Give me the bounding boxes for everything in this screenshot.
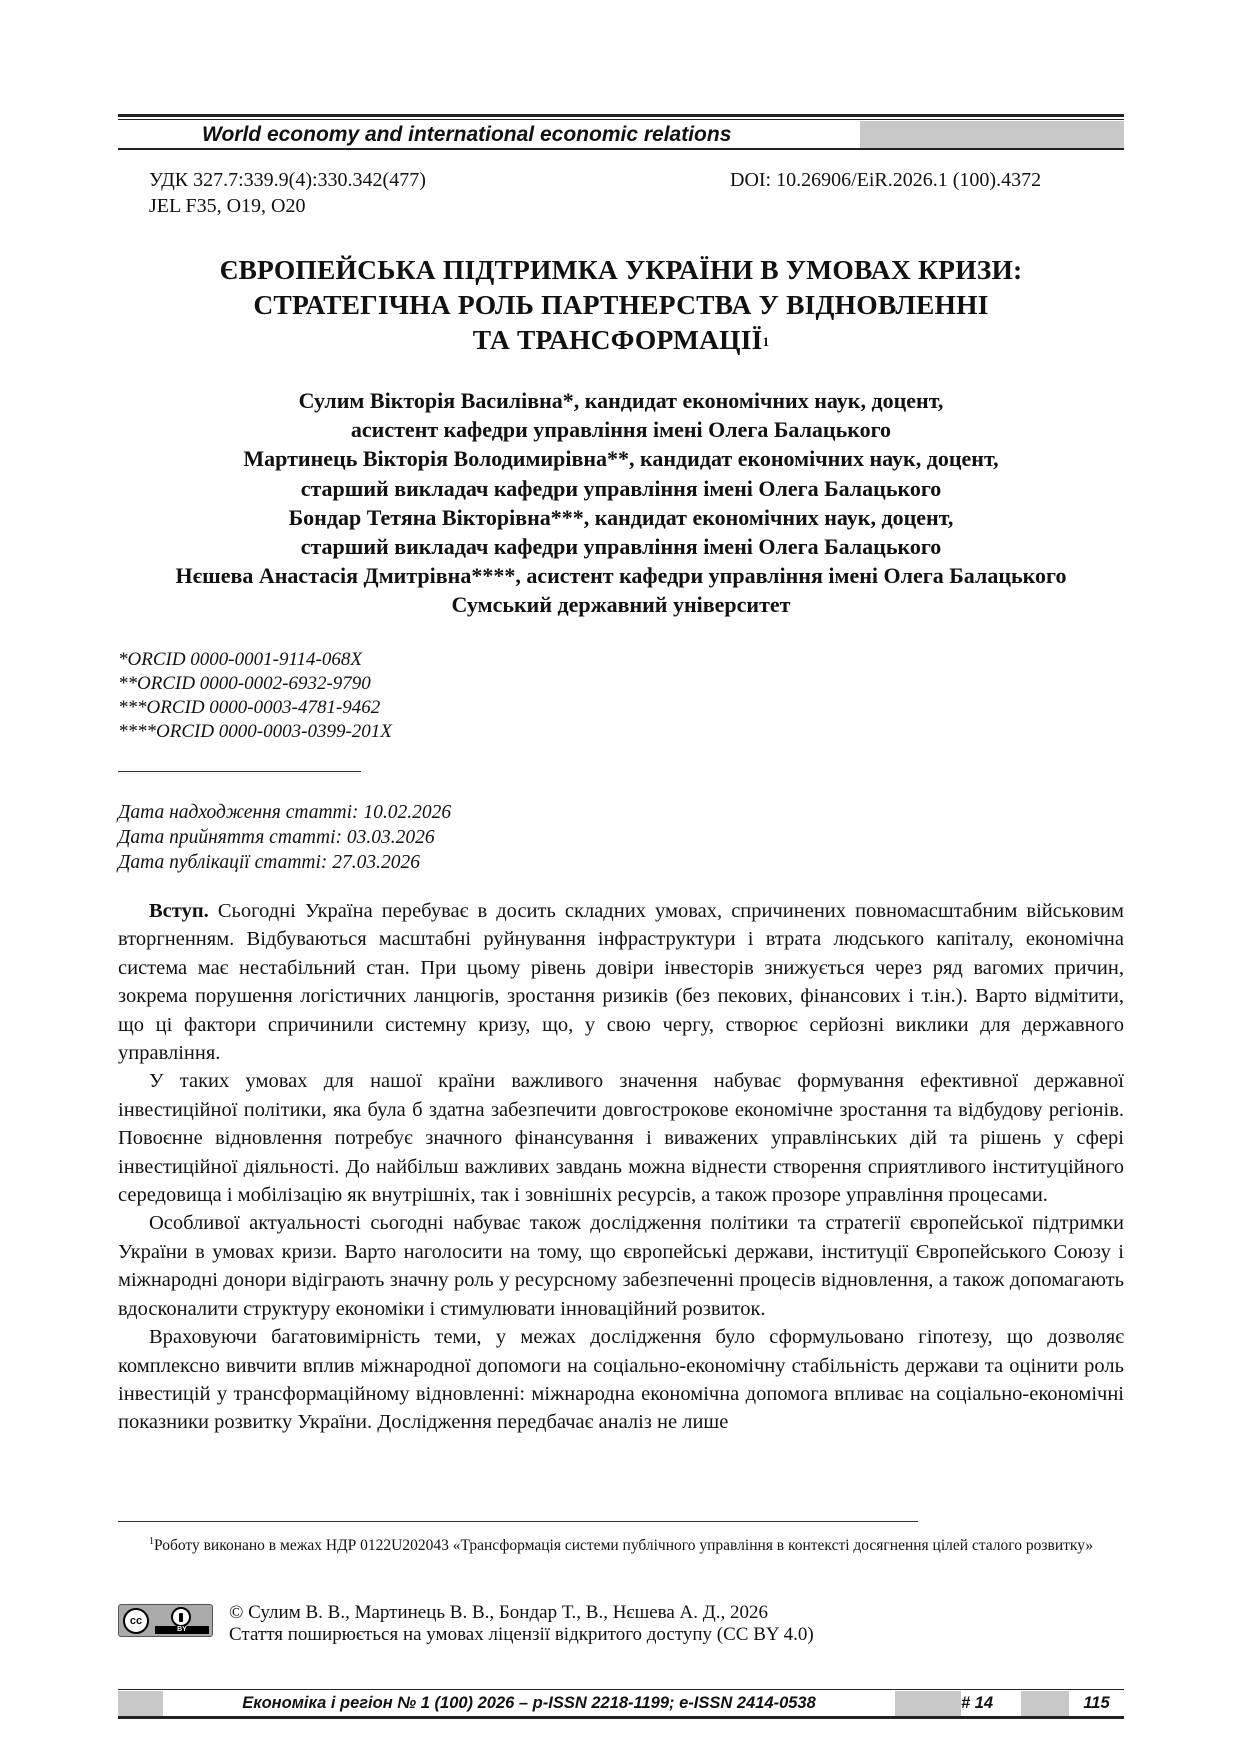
separator-rule <box>118 771 361 772</box>
orcid-list <box>118 648 392 744</box>
affiliation: Сумський державний університет <box>451 592 791 618</box>
cc-icon: cc <box>123 1608 149 1634</box>
authors-block <box>118 386 1124 620</box>
header-rule-top <box>118 114 1124 117</box>
header-gray-block <box>860 121 1124 148</box>
article-dates <box>118 800 451 875</box>
author-line: Сулим Вікторія Василівна*, кандидат економічних наук, доцент, <box>298 388 944 413</box>
author-line: Нєшева Анастасія Дмитрівна****, асистент кафедри управління імені Олега Балацького <box>175 563 1067 589</box>
journal-info: Економіка і регіон № 1 (100) 2026 – p-ISSN 2218-1199; e-ISSN 2414-0538 <box>242 1694 816 1712</box>
author-line: асистент кафедри управління імені Олега Балацького <box>350 417 892 443</box>
person-icon <box>171 1607 191 1627</box>
paragraph: Вступ. Сьогодні Україна перебуває в досить складних умовах, спричинених повномасштабним військовим вторгненням. Відбуваються масштабні руйнування інфраструктури і втрата людського капіталу, економічна система має нестабільний стан. При цьому рівень довіри інвесторів знижується через ряд вагомих причин, зокрема порушення логістичних ланцюгів, зростання ризиків (без пекових, фінансових і т.ін.). Варто відмітити, що ці фактори спричинили системну кризу, що, у свою чергу, створює серйозні виклики для державного управління. <box>118 900 1124 1065</box>
header-rule-bottom <box>118 148 1124 150</box>
section-title: World economy and international economic relations <box>118 121 860 148</box>
footer-gray-block <box>1021 1691 1069 1716</box>
title-line: ТА ТРАНСФОРМАЦІЇ$^1$ <box>472 324 770 355</box>
footer-gray-block <box>895 1691 961 1716</box>
paragraph: У таких умовах для нашої країни важливого значення набуває формування ефективної державної інвестиційної політики, яка була б здатна забезпечити довгострокове економічне зростання та відбудову регіонів. Повоєнне відновлення потребує значного фінансування і виважених управлінських дій та рішень у сфері інвестиційної діяльності. До найбільш важливих завдань можна віднести створення сприятливого інституційного середовища і мобілізацію як внутрішніх, так і зовнішніх ресурсів, а також прозоре управління процесами. <box>118 1070 1124 1207</box>
license-line: Стаття поширюється на умовах ліцензії відкритого доступу (CC BY 4.0) <box>229 1624 814 1645</box>
orcid-item: **ORCID 0000-0002-6932-9790 <box>118 673 371 694</box>
author-line: Мартинець Вікторія Володимирівна**, кандидат економічних наук, доцент, <box>243 446 999 472</box>
paragraph: Враховуючи багатовимірність теми, у межах дослідження було сформульовано гіпотезу, що дозволяє комплексно вивчити вплив міжнародної допомоги на соціально-економічну стабільність держави та оцінити роль інвестицій у трансформаційному відновленні: міжнародна економічна допомога впливає на соціально-економічні показники розвитку України. Дослідження передбачає аналіз не лише <box>118 1326 1124 1434</box>
title-line: СТРАТЕГІЧНА РОЛЬ ПАРТНЕРСТВА У ВІДНОВЛЕННІ <box>253 289 989 320</box>
date-received: Дата надходження статті: 10.02.2026 <box>118 802 452 823</box>
orcid-item: ****ORCID 0000-0003-0399-201X <box>118 721 392 742</box>
running-header <box>118 121 1124 148</box>
footnote-mark: 1 <box>149 1536 154 1547</box>
jel-codes: JEL F35, O19, O20 <box>149 195 306 217</box>
title-line: ЄВРОПЕЙСЬКА ПІДТРИМКА УКРАЇНИ В УМОВАХ КРИЗИ: <box>219 254 1023 285</box>
date-published: Дата публікації статті: 27.03.2026 <box>118 852 421 873</box>
footnote-rule <box>118 1521 918 1522</box>
article-title <box>118 252 1124 357</box>
footer-rule-bottom <box>118 1716 1124 1719</box>
header-rule-thin <box>118 119 1124 120</box>
author-line: старший викладач кафедри управління імені Олега Балацького <box>300 475 942 501</box>
footnote: $^1$Роботу виконано в межах НДР 0122U202043 «Трансформація системи публічного управління в контексті досягнення цілей сталого розвитку» <box>149 1536 1094 1555</box>
orcid-item: *ORCID 0000-0001-9114-068X <box>118 649 362 670</box>
author-line: Бондар Тетяна Вікторівна***, кандидат економічних наук, доцент, <box>288 504 954 530</box>
article-body <box>118 897 1124 1437</box>
intro-heading: Вступ. <box>149 900 209 922</box>
date-accepted: Дата прийняття статті: 03.03.2026 <box>118 827 435 848</box>
footer-gray-block <box>118 1691 163 1716</box>
page-number: 115 <box>1083 1694 1110 1712</box>
author-line: старший викладач кафедри управління імені Олега Балацького <box>300 534 942 560</box>
by-label: BY <box>155 1626 209 1634</box>
orcid-item: ***ORCID 0000-0003-4781-9462 <box>118 697 381 718</box>
title-footnote-mark: 1 <box>762 334 770 349</box>
udc-code: УДК 327.7:339.9(4):330.342(477) <box>149 169 426 191</box>
paragraph: Особливої актуальності сьогодні набуває також дослідження політики та стратегії європейської підтримки України в умовах кризи. Варто наголосити на тому, що європейські держави, інституції Європейського Союзу і міжнародні донори відіграють значну роль у ресурсному забезпеченні процесів відновлення, а також допомагають вдосконалити структуру економіки і стимулювати інноваційний розвиток. <box>118 1212 1124 1320</box>
doi: DOI: 10.26906/EiR.2026.1 (100).4372 <box>730 169 1042 191</box>
cc-by-license-icon <box>118 1604 213 1637</box>
running-footer <box>118 1691 1124 1716</box>
copyright-block <box>229 1602 814 1646</box>
footer-rule-top <box>118 1689 1124 1690</box>
issue-number: # 14 <box>961 1694 994 1712</box>
copyright-line: © Сулим В. В., Мартинець В. В., Бондар Т., В., Нєшева А. Д., 2026 <box>229 1602 768 1623</box>
